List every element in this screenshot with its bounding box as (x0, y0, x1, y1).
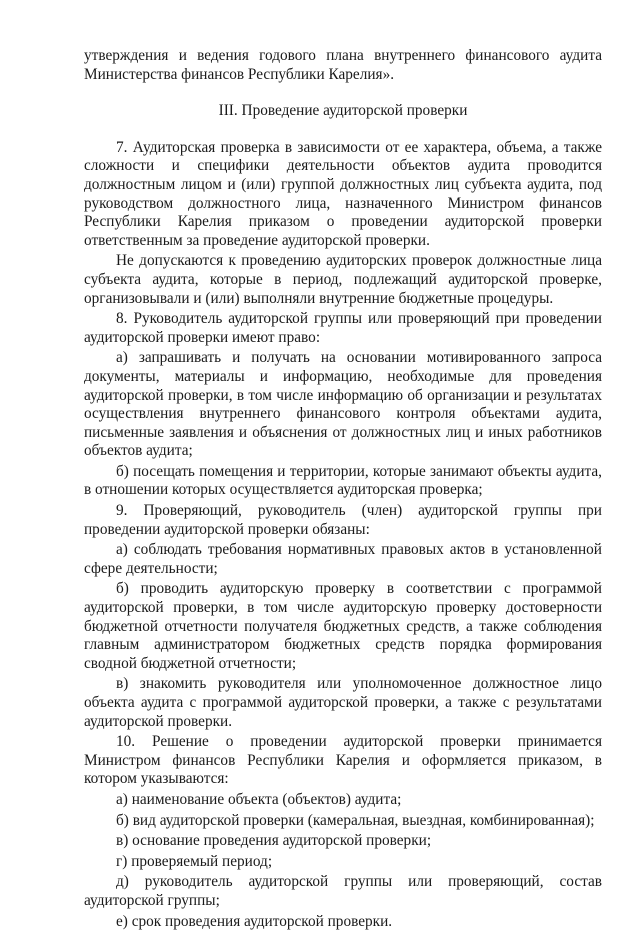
paragraph-8b: б) посещать помещения и территории, которые занимают объекты аудита, в отношении которых осуществляется аудиторская проверка; (84, 462, 602, 499)
paragraph-9: 9. Проверяющий, руководитель (член) аудиторской группы при проведении аудиторской проверки обязаны: (84, 502, 602, 538)
paragraph-7-restriction: Не допускаются к проведению аудиторских проверок должностные лица субъекта аудита, которые в период, подлежащий аудиторской проверке, организовывали и (или) выполняли внутренние бюджетные процедуры. (84, 252, 602, 307)
list-item-b: б) вид аудиторской проверки (камеральная, выездная, комбинированная); (116, 811, 595, 829)
paragraph-9c: в) знакомить руководителя или уполномоченное должностное лицо объекта аудита с программой аудиторской проверки, а также с результатами аудиторской проверки. (84, 675, 602, 730)
list-item-a: а) наименование объекта (объектов) аудита; (116, 790, 402, 808)
list-item-c: в) основание проведения аудиторской проверки; (116, 832, 432, 850)
paragraph-9a: а) соблюдать требования нормативных правовых актов в установленной сфере деятельности; (84, 541, 602, 577)
list-item-f: е) срок проведения аудиторской проверки. (116, 912, 393, 930)
paragraph-10: 10. Решение о проведении аудиторской проверки принимается Министром финансов Республики Карелия и оформляется приказом, в котором указываются: (84, 733, 602, 788)
paragraph-8: 8. Руководитель аудиторской группы или проверяющий при проведении аудиторской проверки имеют право: (84, 310, 602, 346)
paragraph-9b: б) проводить аудиторскую проверку в соответствии с программой аудиторской проверки, в том числе аудиторскую проверку достоверности бюджетной отчетности получателя бюджетных средств, а также соблюдения главным администратором бюджетных средств порядка формирования сводной бюджетной отчетности; (84, 580, 602, 672)
section-heading: III. Проведение аудиторской проверки (218, 102, 468, 120)
list-item-e: д) руководитель аудиторской группы или проверяющий, состав аудиторской группы; (84, 873, 602, 909)
intro-paragraph: утверждения и ведения годового плана внутреннего финансового аудита Министерства финансов Республики Карелия». (84, 47, 602, 83)
document-body (84, 47, 602, 933)
list-item-d: г) проверяемый период; (116, 852, 273, 870)
paragraph-8a: а) запрашивать и получать на основании мотивированного запроса документы, материалы и информацию, необходимые для проведения аудиторской проверки, в том числе информацию об организации и результатах осуществления внутреннего финансового контроля объектами аудита, письменные заявления и объяснения от должностных лиц и иных работников объектов аудита; (84, 349, 602, 460)
paragraph-7: 7. Аудиторская проверка в зависимости от ее характера, объема, а также сложности и специфики деятельности объектов аудита проводится должностным лицом и (или) группой должностных лиц субъекта аудита, под руководством должностного лица, назначенного Министром финансов Республики Карелия приказом о проведении аудиторской проверки ответственным за проведение аудиторской проверки. (84, 138, 602, 249)
